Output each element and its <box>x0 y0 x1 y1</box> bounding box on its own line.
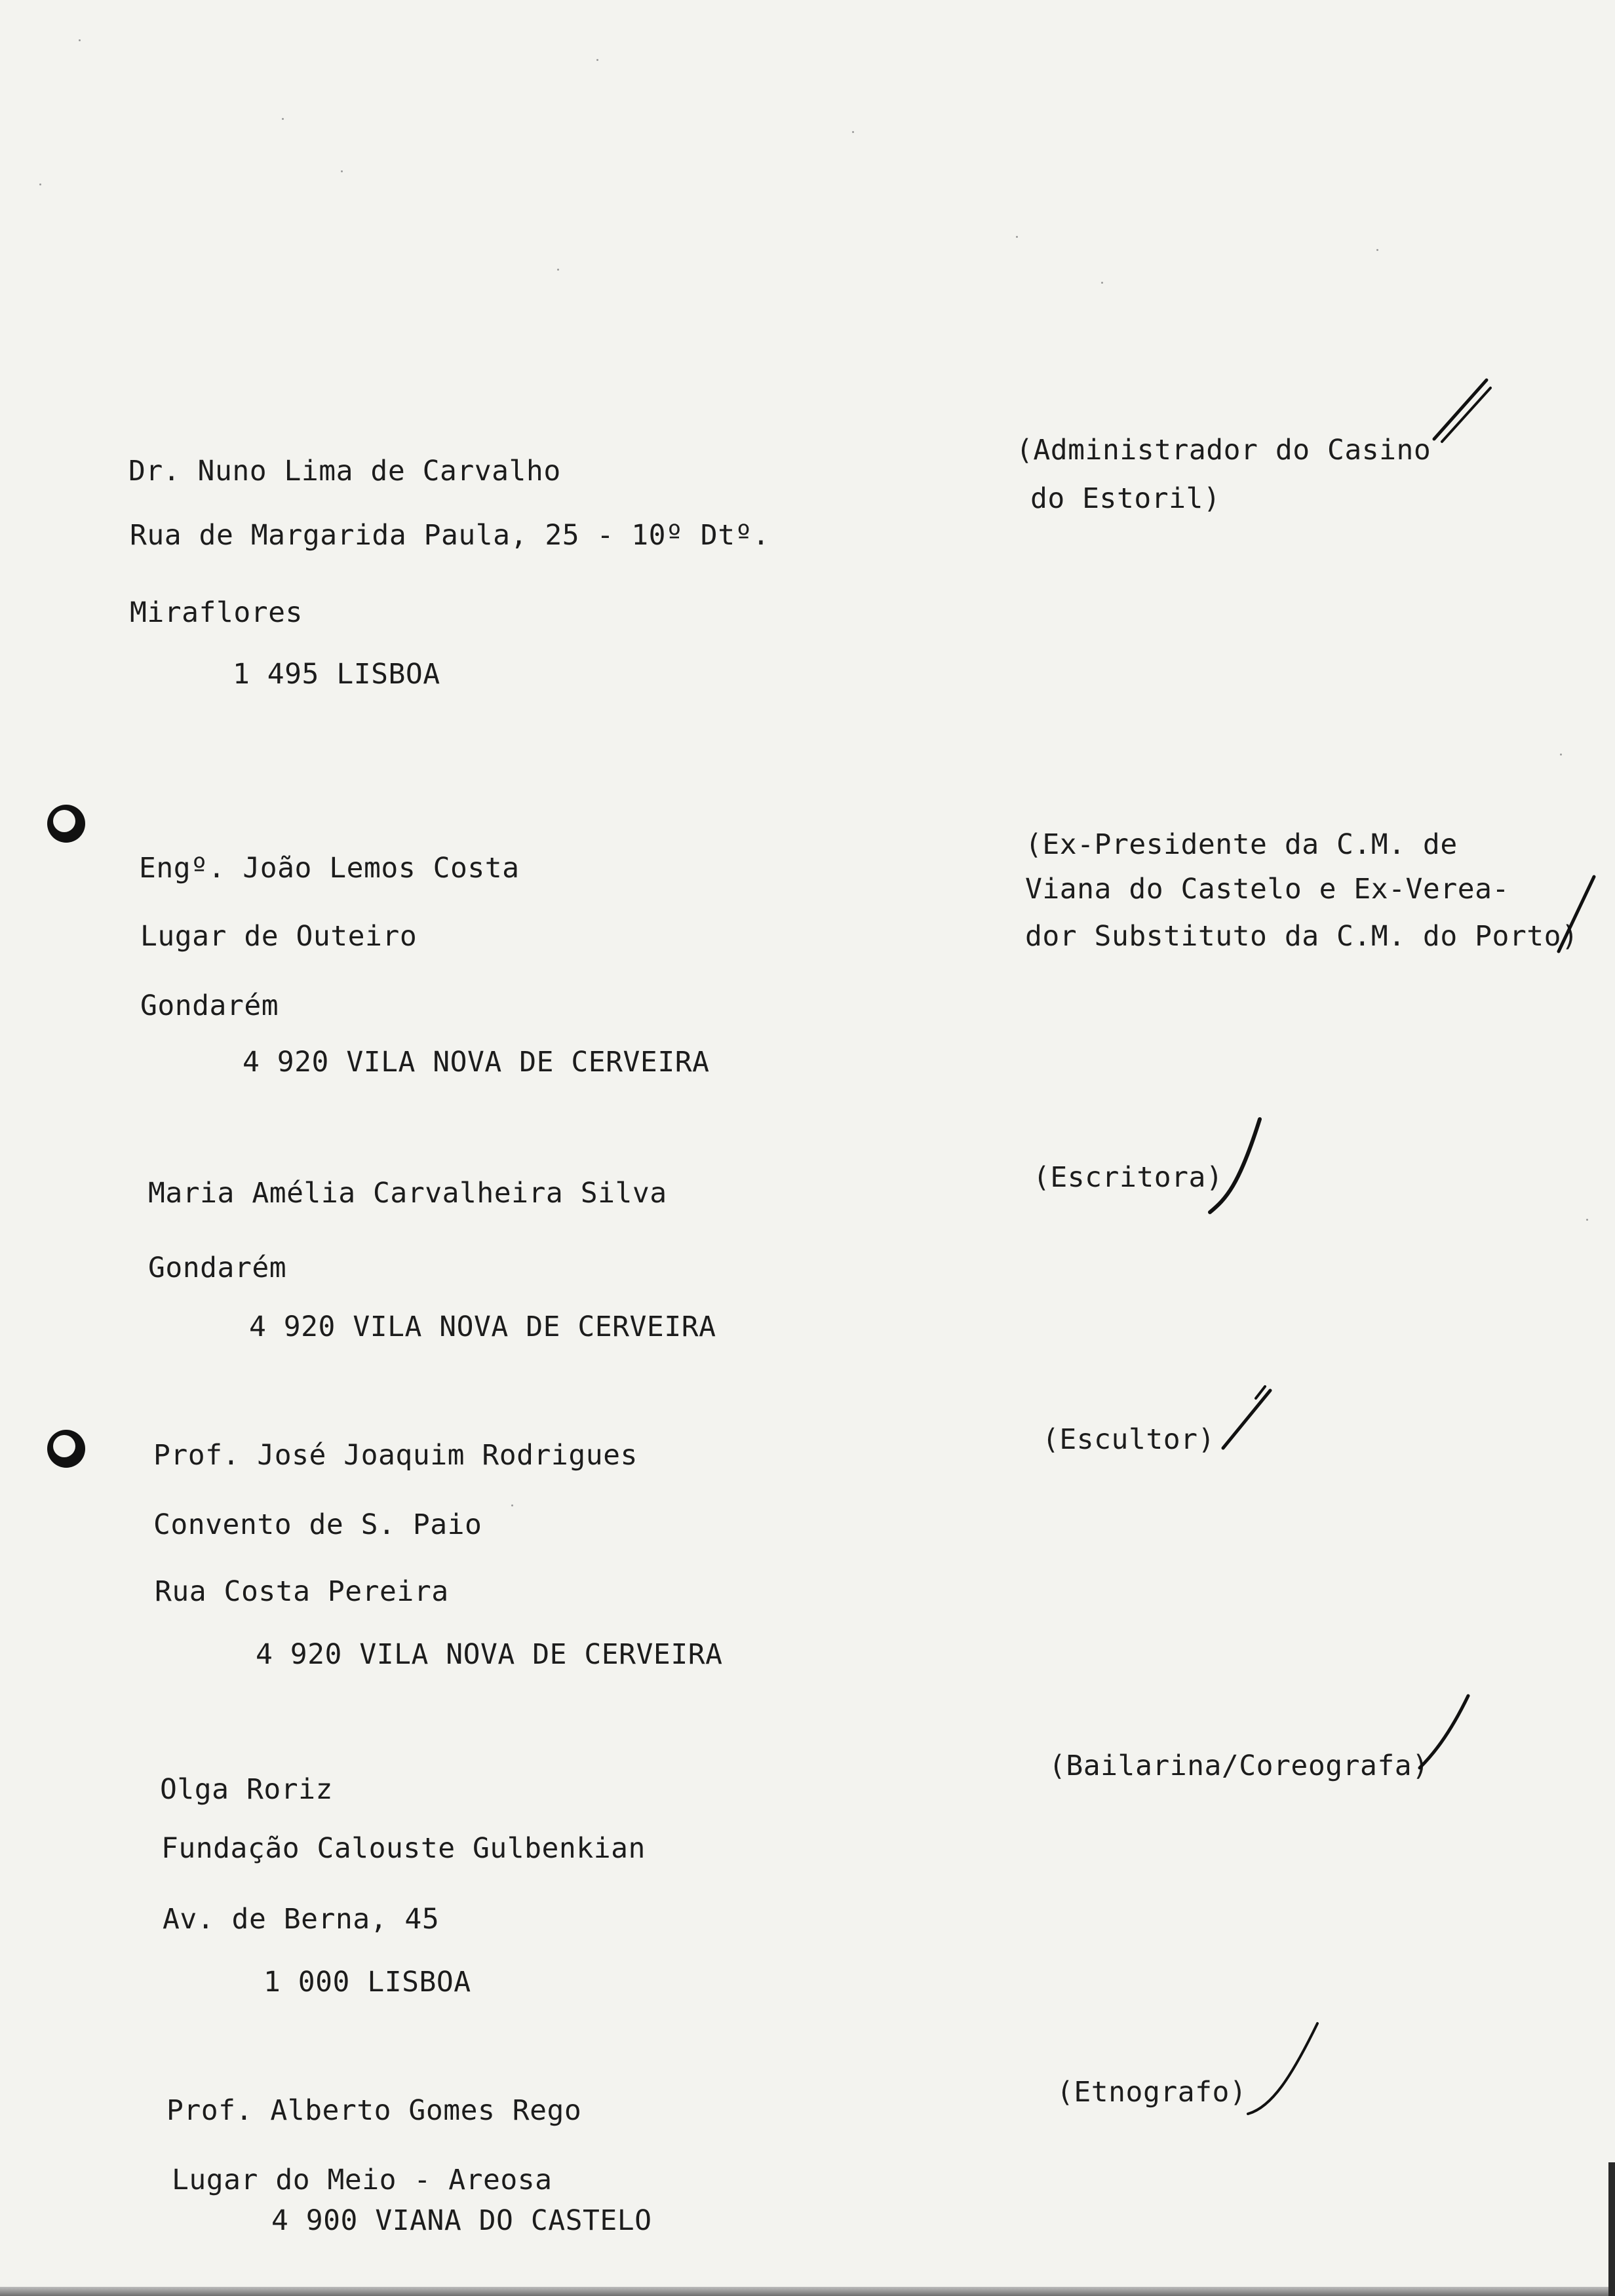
entry-3-role-line-1: (Escritora) <box>1033 1161 1224 1194</box>
entry-4-name: Prof. José Joaquim Rodrigues <box>153 1439 638 1472</box>
entry-1-street: Rua de Margarida Paula, 25 - 10º Dtº. <box>130 519 770 552</box>
entry-6-role-line-1: (Etnografo) <box>1057 2076 1247 2109</box>
entry-2-postcode: 4 920 VILA NOVA DE CERVEIRA <box>243 1046 710 1079</box>
entry-1-name: Dr. Nuno Lima de Carvalho <box>128 455 561 488</box>
check-mark-icon <box>1553 871 1599 957</box>
entry-6-postcode: 4 900 VIANA DO CASTELO <box>271 2204 652 2237</box>
entry-2-role-line-2: Viana do Castelo e Ex-Verea- <box>1025 873 1509 906</box>
entry-1-postcode: 1 495 LISBOA <box>233 658 440 691</box>
entry-4-postcode: 4 920 VILA NOVA DE CERVEIRA <box>256 1638 723 1671</box>
entry-2-locality: Gondarém <box>140 989 279 1022</box>
entry-1-role-line-1: (Administrador do Casino <box>1016 434 1431 467</box>
entry-5-role-line-1: (Bailarina/Coreografa) <box>1049 1750 1430 1782</box>
check-mark-icon <box>1219 1383 1278 1455</box>
entry-2-street: Lugar de Outeiro <box>140 920 418 953</box>
punch-hole-top <box>47 805 85 843</box>
entry-3-name: Maria Amélia Carvalheira Silva <box>148 1177 667 1210</box>
check-mark-icon <box>1206 1114 1265 1219</box>
check-mark-icon <box>1245 2018 1324 2123</box>
entry-5-name: Olga Roriz <box>160 1773 333 1806</box>
entry-5-organisation: Fundação Calouste Gulbenkian <box>161 1832 646 1865</box>
scan-right-edge <box>1608 2162 1615 2296</box>
entry-2-role-line-1: (Ex-Presidente da C.M. de <box>1025 828 1458 861</box>
entry-6-street: Lugar do Meio - Areosa <box>172 2164 553 2196</box>
entry-4-role-line-1: (Escultor) <box>1042 1423 1215 1456</box>
entry-2-role-line-3: dor Substituto da C.M. do Porto) <box>1025 920 1579 953</box>
entry-4-street: Convento de S. Paio <box>153 1508 482 1541</box>
entry-3-postcode: 4 920 VILA NOVA DE CERVEIRA <box>249 1311 716 1343</box>
entry-2-name: Engº. João Lemos Costa <box>139 852 520 885</box>
punch-hole-bottom <box>47 1430 85 1468</box>
entry-5-street: Av. de Berna, 45 <box>163 1903 440 1936</box>
check-mark-icon <box>1416 1691 1475 1776</box>
check-mark-icon <box>1429 373 1494 446</box>
entry-1-role-line-2: do Estoril) <box>1030 482 1221 515</box>
entry-3-locality: Gondarém <box>148 1252 287 1284</box>
scan-bottom-edge <box>0 2287 1615 2296</box>
entry-1-locality: Miraflores <box>130 596 303 629</box>
entry-4-street-2: Rua Costa Pereira <box>155 1575 449 1608</box>
entry-6-name: Prof. Alberto Gomes Rego <box>166 2094 582 2127</box>
entry-5-postcode: 1 000 LISBOA <box>263 1966 471 1999</box>
